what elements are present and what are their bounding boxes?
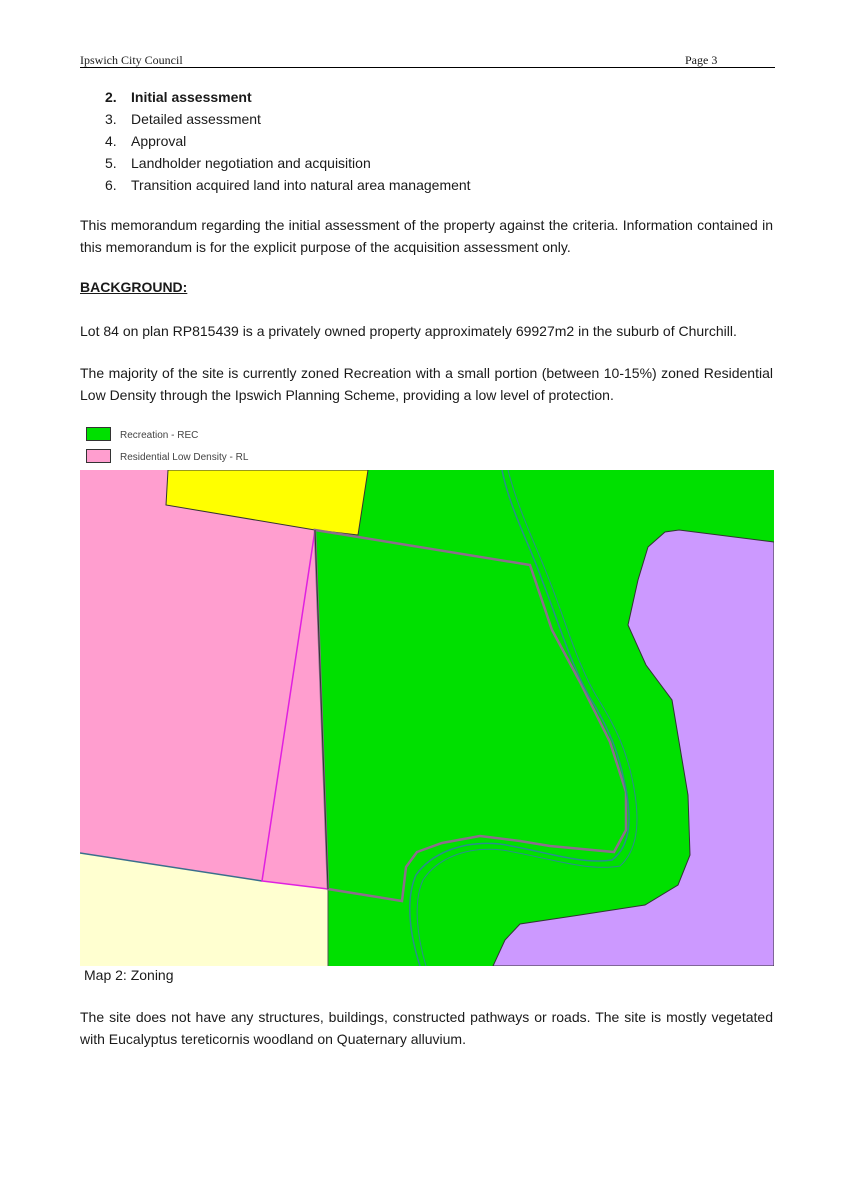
list-item: 3. Detailed assessment	[105, 111, 261, 127]
header-page-number: Page 3	[685, 53, 718, 67]
page-header	[80, 53, 775, 68]
residential-zone-west	[80, 470, 328, 889]
residential-swatch	[86, 449, 111, 463]
zoning-map	[80, 470, 774, 966]
map-caption: Map 2: Zoning	[84, 967, 174, 983]
zoning-paragraph: The majority of the site is currently zoned Recreation with a small portion (between 10-15%) zoned Residential Low Density through the Ipswich Planning Scheme, providing a low level of protection.	[80, 365, 773, 403]
recreation-swatch	[86, 427, 111, 441]
lot-paragraph: Lot 84 on plan RP815439 is a privately owned property approximately 69927m2 in the suburb of Churchill.	[80, 323, 737, 339]
list-item: 5. Landholder negotiation and acquisition	[105, 155, 371, 171]
site-paragraph: The site does not have any structures, buildings, constructed pathways or roads. The site is mostly vegetated with Eucalyptus tereticornis woodland on Quaternary alluvium.	[80, 1009, 773, 1047]
background-heading: BACKGROUND:	[80, 279, 188, 295]
intro-paragraph: This memorandum regarding the initial assessment of the property against the criteria. Information contained in this memorandum is for the explicit purpose of the acquisition assessment only.	[80, 217, 773, 255]
acquisition-steps-list	[105, 87, 471, 197]
list-item: 4. Approval	[105, 133, 187, 149]
list-item: 2. Initial assessment	[105, 89, 252, 105]
list-item: 6. Transition acquired land into natural area management	[105, 177, 471, 193]
header-organisation: Ipswich City Council	[80, 53, 183, 67]
